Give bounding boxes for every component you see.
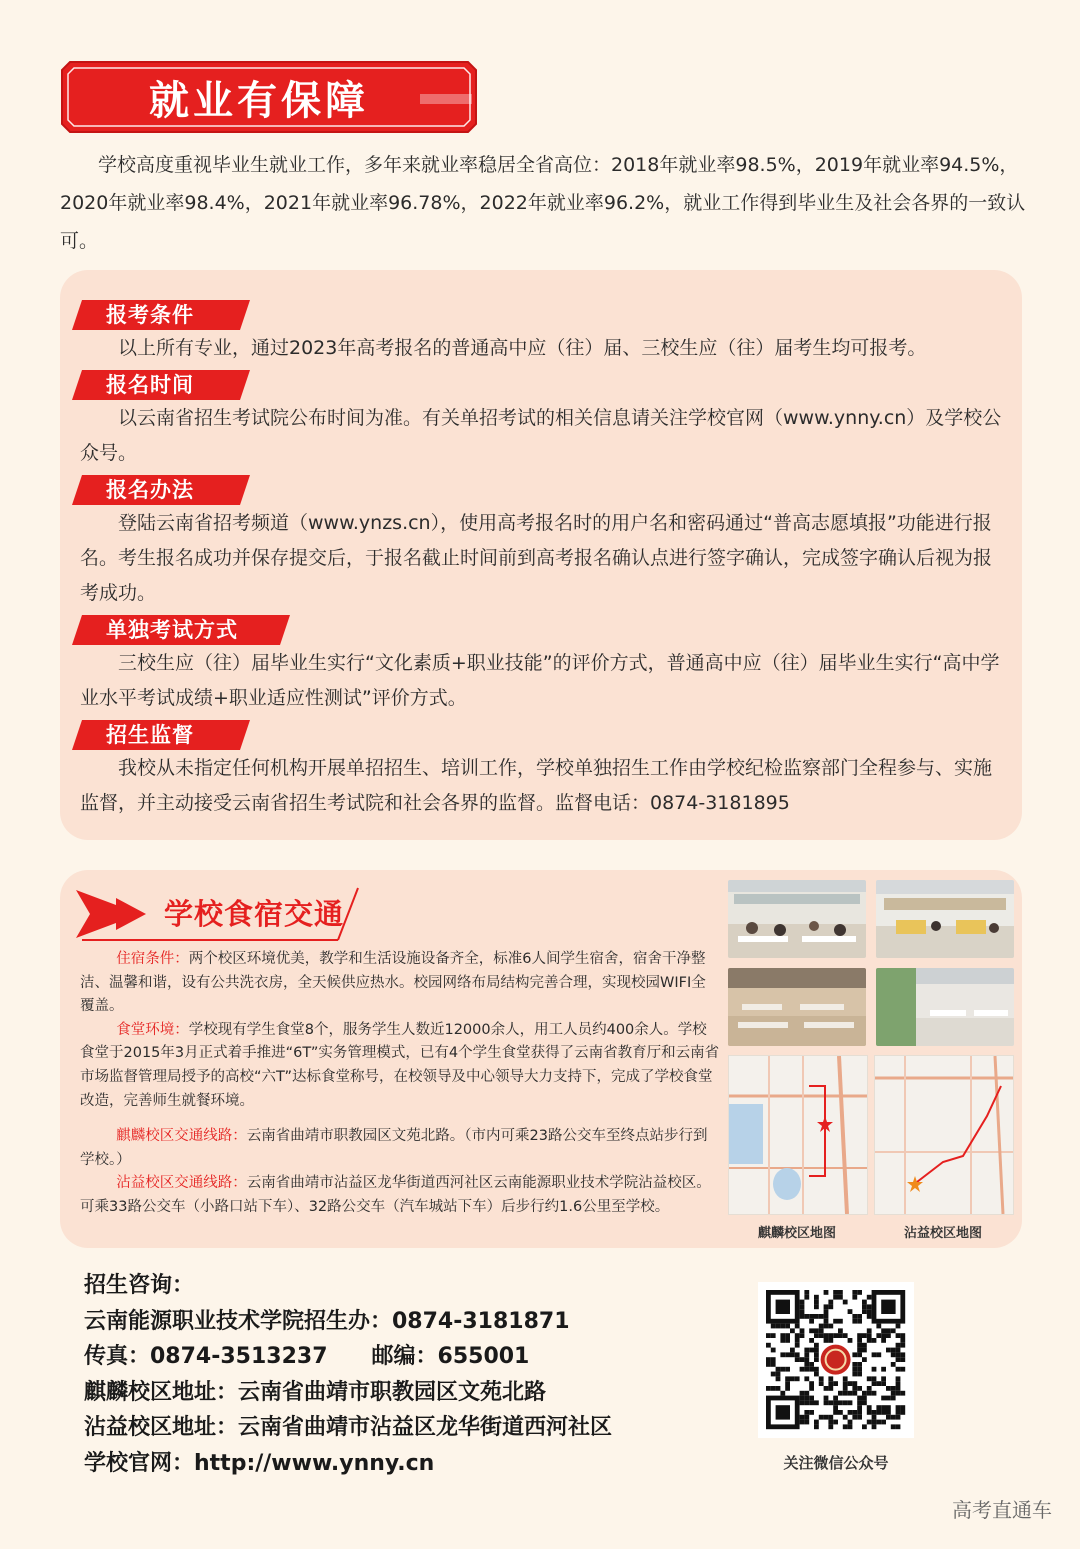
employment-banner [60, 60, 478, 134]
section-head-supervision [72, 720, 250, 750]
lodging-label: 住宿条件： [116, 951, 189, 967]
section-title: 报名办法 [106, 478, 194, 502]
section-title: 报名时间 [106, 373, 194, 397]
zhanyi-route-text: 云南省曲靖市沾益区龙华街道西河社区云南能源职业技术学院沾益校区。可乘33路公交车（小路口站下车）、32路公交车（汽车城站下车）后步行约1.6公里至学校。 [80, 1175, 711, 1215]
living-transport-heading [76, 884, 366, 944]
section-head-method [72, 475, 250, 505]
wechat-qr-code [758, 1282, 914, 1438]
contact-fax-row [84, 1339, 612, 1375]
canteen-photo-1 [728, 880, 866, 958]
canteen-label: 食堂环境： [116, 1021, 189, 1038]
canteen-photo-art [876, 968, 1014, 1046]
contact-postcode: 邮编：655001 [371, 1344, 530, 1369]
section-title: 招生监督 [106, 723, 194, 747]
canteen-paragraph [80, 1019, 720, 1113]
zhanyi-campus-map [874, 1055, 1014, 1215]
section-body-conditions: 以上所有专业，通过2023年高考报名的普通高中应（往）届、三校生应（往）届考生均可报考。 [118, 337, 927, 359]
canteen-text: 学校现有学生食堂8个，服务学生人数近12000余人，用工人员约400余人。学校食堂于2015年3月正式着手推进“6T”实务管理模式，已有4个学生食堂获得了云南省教育厅和云南省市场监督管理局授予的高校“六T”达标食堂称号，在校领导及中心领导大力支持下，完成了学校食堂改造，完善师生就餐环境。 [80, 1021, 720, 1109]
qr-caption: 关注微信公众号 [783, 1454, 889, 1472]
qilin-campus-map [728, 1055, 868, 1215]
lodging-paragraph [80, 948, 720, 1019]
section-body-exam-mode: 三校生应（往）届毕业生实行“文化素质+职业技能”的评价方式，普通高中应（往）届毕业生实行“高中学业水平考试成绩+职业适应性测试”评价方式。 [80, 652, 1000, 709]
canteen-photo-4 [876, 968, 1014, 1046]
canteen-photo-2 [876, 880, 1014, 958]
section-head-time [72, 370, 250, 400]
contact-website[interactable]: 学校官网：http://www.ynny.cn [84, 1450, 435, 1476]
zhanyi-route-label: 沾益校区交通线路： [116, 1175, 247, 1192]
contact-campus2: 沾益校区地址：云南省曲靖市沾益区龙华街道西河社区 [84, 1415, 613, 1440]
zhanyi-route-paragraph [80, 1172, 720, 1219]
section-title: 报考条件 [106, 303, 194, 327]
qilin-route-text: 云南省曲靖市职教园区文苑北路。（市内可乘23路公交车至终点站步行到学校。） [80, 1128, 708, 1168]
canteen-photo-3 [728, 968, 866, 1046]
section-title: 单独考试方式 [106, 618, 238, 642]
canteen-photo-art [876, 880, 1014, 958]
contact-campus1: 麒麟校区地址：云南省曲靖市职教园区文苑北路 [84, 1379, 547, 1405]
section-body-supervision: 我校从未指定任何机构开展单招招生、培训工作，学校单独招生工作由学校纪检监察部门全程参与、实施监督，并主动接受云南省招生考试院和社会各界的监督。监督电话：0874-3181895 [80, 757, 993, 814]
contact-office: 云南能源职业技术学院招生办：0874-3181871 [84, 1308, 570, 1334]
living-transport-text [80, 948, 720, 1220]
contact-fax: 传真：0874-3513237 [84, 1344, 328, 1369]
qilin-map-caption: 麒麟校区地图 [757, 1226, 836, 1241]
qilin-route-paragraph [80, 1125, 720, 1172]
watermark: 高考直通车 [952, 1498, 1052, 1522]
contact-heading: 招生咨询： [84, 1273, 195, 1298]
section-head-conditions [72, 300, 250, 330]
employment-intro: 学校高度重视毕业生就业工作，多年来就业率稳居全省高位：2018年就业率98.5%，2019年就业率94.5%，2020年就业率98.4%，2021年就业率96.78%，2022年就业率96.2%，就业工作得到毕业生及社会各界的一致认可。 [60, 154, 1026, 252]
banner-title: 就业有保障 [149, 77, 369, 124]
qr-code-art [758, 1282, 914, 1438]
section-body-method: 登陆云南省招考频道（www.ynzs.cn），使用高考报名时的用户名和密码通过“普高志愿填报”功能进行报名。考生报名成功并保存提交后，于报名截止时间前到高考报名确认点进行签字确认，完成签字确认后视为报考成功。 [80, 512, 993, 604]
zhanyi-map-caption: 沾益校区地图 [903, 1226, 982, 1241]
living-transport-title: 学校食宿交通 [164, 897, 345, 931]
contact-block [84, 1268, 612, 1481]
section-head-exam-mode [72, 615, 290, 645]
canteen-photo-art [728, 880, 866, 958]
qilin-map-art [729, 1056, 867, 1214]
qilin-route-label: 麒麟校区交通线路： [116, 1128, 247, 1145]
section-body-time: 以云南省招生考试院公布时间为准。有关单招考试的相关信息请关注学校官网（www.ynny.cn）及学校公众号。 [80, 407, 1002, 464]
canteen-photo-art [728, 968, 866, 1046]
lodging-text: 两个校区环境优美，教学和生活设施设备齐全，标准6人间学生宿舍，宿舍干净整洁、温馨和谐，设有公共洗衣房，全天候供应热水。校园网络布局结构完善合理，实现校园WIFI全覆盖。 [80, 951, 706, 1015]
zhanyi-map-art [875, 1056, 1013, 1214]
